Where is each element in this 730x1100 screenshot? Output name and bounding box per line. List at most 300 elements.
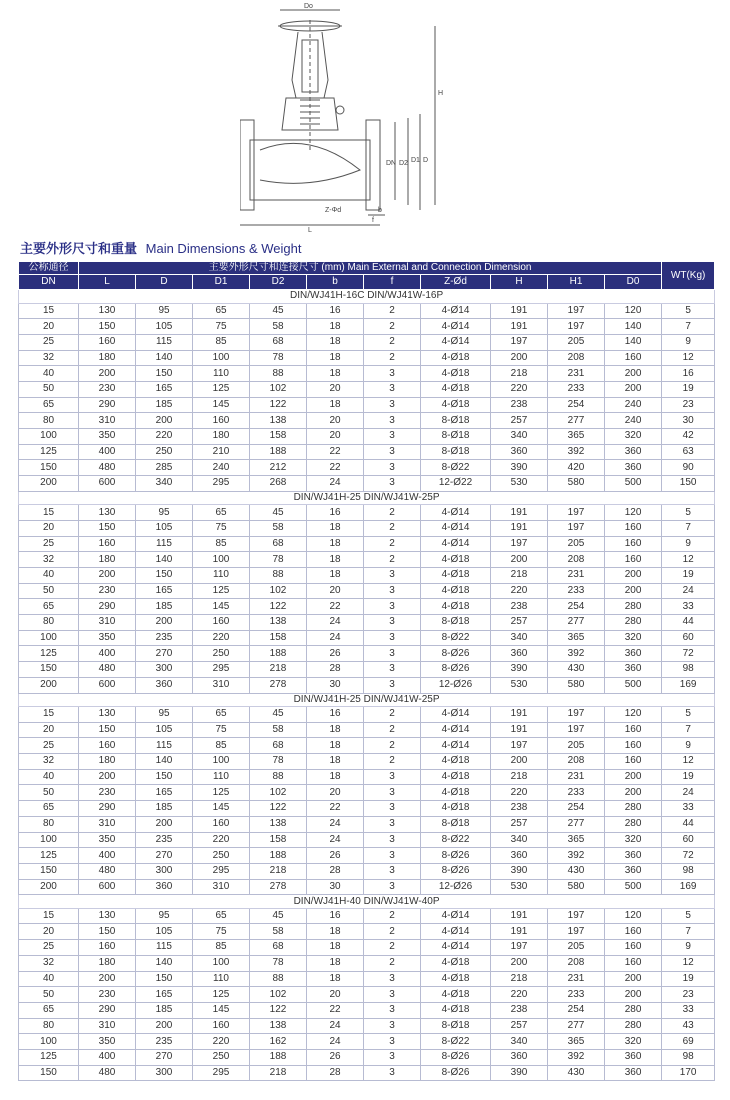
table-cell: 85 — [193, 536, 250, 552]
table-cell: 580 — [548, 879, 605, 895]
table-row — [19, 505, 715, 521]
table-cell: 120 — [605, 505, 662, 521]
table-cell: 20 — [19, 520, 79, 536]
table-cell: 95 — [136, 908, 193, 924]
table-row — [19, 1034, 715, 1050]
table-cell: 150 — [19, 662, 79, 678]
table-cell: 8-Ø26 — [421, 1065, 491, 1081]
table-cell: 16 — [307, 505, 364, 521]
table-cell: 20 — [307, 429, 364, 445]
table-cell: 145 — [193, 397, 250, 413]
table-row — [19, 754, 715, 770]
table-cell: 88 — [250, 769, 307, 785]
table-row — [19, 381, 715, 397]
table-cell: 231 — [548, 971, 605, 987]
table-cell: 3 — [364, 785, 421, 801]
table-cell: 110 — [193, 971, 250, 987]
table-cell: 220 — [136, 429, 193, 445]
table-cell: 160 — [193, 1018, 250, 1034]
table-cell: 360 — [605, 662, 662, 678]
table-cell: 95 — [136, 303, 193, 319]
table-cell: 600 — [79, 476, 136, 492]
table-cell: 310 — [79, 413, 136, 429]
table-cell: 200 — [491, 754, 548, 770]
table-cell: 191 — [491, 908, 548, 924]
table-cell: 60 — [662, 630, 715, 646]
table-cell: 7 — [662, 924, 715, 940]
table-cell: 8-Ø26 — [421, 646, 491, 662]
table-cell: 360 — [605, 444, 662, 460]
table-cell: 5 — [662, 303, 715, 319]
table-cell: 125 — [193, 583, 250, 599]
table-cell: 3 — [364, 1002, 421, 1018]
table-cell: 197 — [491, 536, 548, 552]
table-cell: 98 — [662, 1049, 715, 1065]
column-header: D0 — [605, 275, 662, 290]
table-cell: 3 — [364, 769, 421, 785]
table-cell: 200 — [136, 816, 193, 832]
table-cell: 310 — [193, 879, 250, 895]
table-cell: 500 — [605, 879, 662, 895]
table-cell: 8-Ø18 — [421, 1018, 491, 1034]
table-cell: 68 — [250, 536, 307, 552]
table-cell: 188 — [250, 646, 307, 662]
table-cell: 8-Ø18 — [421, 816, 491, 832]
table-cell: 160 — [193, 615, 250, 631]
table-row — [19, 987, 715, 1003]
table-cell: 390 — [491, 460, 548, 476]
table-cell: 2 — [364, 940, 421, 956]
table-row — [19, 863, 715, 879]
table-cell: 30 — [307, 879, 364, 895]
table-cell: 100 — [193, 552, 250, 568]
table-cell: 205 — [548, 940, 605, 956]
table-cell: 480 — [79, 460, 136, 476]
table-cell: 85 — [193, 940, 250, 956]
table-cell: 300 — [136, 662, 193, 678]
dim-label-do: Do — [304, 3, 313, 10]
table-row — [19, 646, 715, 662]
table-cell: 4-Ø18 — [421, 397, 491, 413]
table-cell: 3 — [364, 1034, 421, 1050]
table-cell: 65 — [19, 599, 79, 615]
table-cell: 150 — [136, 769, 193, 785]
table-row — [19, 444, 715, 460]
table-cell: 98 — [662, 863, 715, 879]
table-cell: 170 — [662, 1065, 715, 1081]
table-cell: 280 — [605, 1018, 662, 1034]
table-cell: 160 — [193, 413, 250, 429]
table-cell: 18 — [307, 971, 364, 987]
table-cell: 3 — [364, 366, 421, 382]
table-cell: 3 — [364, 662, 421, 678]
table-cell: 122 — [250, 1002, 307, 1018]
table-row — [19, 662, 715, 678]
table-cell: 18 — [307, 552, 364, 568]
table-cell: 20 — [307, 413, 364, 429]
table-cell: 85 — [193, 334, 250, 350]
table-cell: 4-Ø14 — [421, 908, 491, 924]
table-cell: 290 — [79, 801, 136, 817]
table-cell: 278 — [250, 677, 307, 693]
table-cell: 125 — [193, 381, 250, 397]
dim-label-b: b — [378, 207, 382, 214]
table-cell: 115 — [136, 738, 193, 754]
table-cell: 278 — [250, 879, 307, 895]
table-cell: 200 — [19, 476, 79, 492]
table-cell: 257 — [491, 1018, 548, 1034]
table-cell: 340 — [491, 429, 548, 445]
table-cell: 350 — [79, 832, 136, 848]
table-cell: 18 — [307, 769, 364, 785]
table-cell: 3 — [364, 879, 421, 895]
table-row — [19, 319, 715, 335]
table-cell: 18 — [307, 754, 364, 770]
table-cell: 3 — [364, 863, 421, 879]
table-cell: 18 — [307, 366, 364, 382]
table-cell: 8-Ø26 — [421, 848, 491, 864]
table-cell: 102 — [250, 987, 307, 1003]
table-cell: 235 — [136, 832, 193, 848]
table-cell: 580 — [548, 476, 605, 492]
table-cell: 58 — [250, 319, 307, 335]
table-cell: 8-Ø18 — [421, 413, 491, 429]
table-cell: 3 — [364, 816, 421, 832]
table-cell: 30 — [307, 677, 364, 693]
table-cell: 254 — [548, 397, 605, 413]
table-cell: 80 — [19, 1018, 79, 1034]
table-cell: 63 — [662, 444, 715, 460]
table-cell: 32 — [19, 552, 79, 568]
table-cell: 24 — [307, 816, 364, 832]
table-cell: 230 — [79, 785, 136, 801]
table-cell: 140 — [605, 334, 662, 350]
table-cell: 160 — [605, 924, 662, 940]
table-cell: 280 — [605, 599, 662, 615]
table-cell: 270 — [136, 646, 193, 662]
table-cell: 75 — [193, 319, 250, 335]
table-cell: 24 — [662, 785, 715, 801]
table-cell: 197 — [548, 707, 605, 723]
table-cell: 430 — [548, 1065, 605, 1081]
table-cell: 19 — [662, 568, 715, 584]
table-cell: 300 — [136, 1065, 193, 1081]
table-cell: 125 — [19, 646, 79, 662]
table-cell: 160 — [605, 754, 662, 770]
table-body — [19, 290, 715, 1081]
table-cell: 430 — [548, 662, 605, 678]
table-cell: 2 — [364, 707, 421, 723]
table-cell: 40 — [19, 568, 79, 584]
table-cell: 100 — [193, 754, 250, 770]
table-cell: 360 — [605, 1049, 662, 1065]
table-cell: 290 — [79, 1002, 136, 1018]
table-cell: 390 — [491, 863, 548, 879]
dim-label-d1: D1 — [411, 157, 420, 164]
table-cell: 28 — [307, 662, 364, 678]
table-cell: 4-Ø18 — [421, 801, 491, 817]
table-cell: 340 — [491, 832, 548, 848]
table-row — [19, 350, 715, 366]
table-cell: 230 — [79, 381, 136, 397]
table-cell: 110 — [193, 769, 250, 785]
table-cell: 257 — [491, 615, 548, 631]
table-cell: 191 — [491, 319, 548, 335]
table-row — [19, 738, 715, 754]
table-cell: 3 — [364, 848, 421, 864]
table-cell: 3 — [364, 801, 421, 817]
table-cell: 3 — [364, 630, 421, 646]
table-cell: 320 — [605, 832, 662, 848]
table-cell: 20 — [19, 924, 79, 940]
table-row — [19, 476, 715, 492]
table-cell: 200 — [491, 552, 548, 568]
table-cell: 257 — [491, 816, 548, 832]
section-title: DIN/WJ41H-25 DIN/WJ41W-25P — [19, 693, 715, 707]
dim-label-zd: Z-Φd — [325, 207, 342, 214]
table-cell: 58 — [250, 520, 307, 536]
table-cell: 42 — [662, 429, 715, 445]
table-cell: 145 — [193, 1002, 250, 1018]
table-cell: 295 — [193, 1065, 250, 1081]
table-cell: 2 — [364, 303, 421, 319]
table-cell: 150 — [19, 863, 79, 879]
table-cell: 480 — [79, 863, 136, 879]
table-cell: 2 — [364, 536, 421, 552]
table-cell: 69 — [662, 1034, 715, 1050]
table-cell: 3 — [364, 677, 421, 693]
table-cell: 600 — [79, 879, 136, 895]
table-row — [19, 397, 715, 413]
table-cell: 88 — [250, 568, 307, 584]
table-cell: 100 — [19, 429, 79, 445]
table-cell: 3 — [364, 444, 421, 460]
table-cell: 33 — [662, 599, 715, 615]
table-cell: 392 — [548, 646, 605, 662]
table-row — [19, 552, 715, 568]
header-dn: DN — [19, 275, 79, 290]
table-cell: 22 — [307, 444, 364, 460]
table-cell: 24 — [307, 630, 364, 646]
table-row — [19, 583, 715, 599]
table-row — [19, 334, 715, 350]
table-cell: 360 — [491, 848, 548, 864]
table-cell: 18 — [307, 319, 364, 335]
table-cell: 185 — [136, 801, 193, 817]
section-row — [19, 693, 715, 707]
table-cell: 185 — [136, 397, 193, 413]
table-cell: 8-Ø26 — [421, 863, 491, 879]
table-cell: 200 — [79, 568, 136, 584]
table-cell: 218 — [491, 769, 548, 785]
table-cell: 285 — [136, 460, 193, 476]
table-cell: 360 — [605, 1065, 662, 1081]
table-cell: 360 — [605, 460, 662, 476]
table-cell: 18 — [307, 334, 364, 350]
table-cell: 28 — [307, 863, 364, 879]
table-cell: 78 — [250, 350, 307, 366]
table-cell: 8-Ø26 — [421, 662, 491, 678]
table-cell: 18 — [307, 924, 364, 940]
table-cell: 254 — [548, 599, 605, 615]
table-row — [19, 1002, 715, 1018]
table-cell: 4-Ø14 — [421, 536, 491, 552]
table-cell: 320 — [605, 429, 662, 445]
table-row — [19, 615, 715, 631]
table-cell: 218 — [491, 366, 548, 382]
column-header: H — [491, 275, 548, 290]
table-cell: 238 — [491, 599, 548, 615]
table-cell: 145 — [193, 801, 250, 817]
table-cell: 254 — [548, 801, 605, 817]
table-cell: 105 — [136, 924, 193, 940]
table-cell: 138 — [250, 1018, 307, 1034]
table-cell: 160 — [605, 738, 662, 754]
table-cell: 19 — [662, 971, 715, 987]
table-cell: 220 — [491, 785, 548, 801]
table-cell: 188 — [250, 444, 307, 460]
table-cell: 98 — [662, 662, 715, 678]
table-cell: 4-Ø18 — [421, 754, 491, 770]
table-cell: 530 — [491, 476, 548, 492]
table-cell: 280 — [605, 816, 662, 832]
table-cell: 15 — [19, 303, 79, 319]
table-cell: 140 — [136, 754, 193, 770]
table-cell: 18 — [307, 568, 364, 584]
table-cell: 220 — [193, 630, 250, 646]
table-cell: 4-Ø14 — [421, 505, 491, 521]
table-cell: 28 — [307, 1065, 364, 1081]
table-cell: 100 — [19, 630, 79, 646]
table-cell: 208 — [548, 955, 605, 971]
table-cell: 191 — [491, 924, 548, 940]
table-cell: 50 — [19, 785, 79, 801]
column-header: Z-Ød — [421, 275, 491, 290]
table-cell: 360 — [605, 646, 662, 662]
table-cell: 212 — [250, 460, 307, 476]
table-cell: 169 — [662, 677, 715, 693]
table-cell: 4-Ø18 — [421, 955, 491, 971]
table-cell: 33 — [662, 801, 715, 817]
table-cell: 200 — [605, 769, 662, 785]
table-row — [19, 460, 715, 476]
table-cell: 65 — [193, 303, 250, 319]
table-cell: 72 — [662, 848, 715, 864]
table-cell: 197 — [548, 303, 605, 319]
table-cell: 218 — [491, 971, 548, 987]
table-cell: 220 — [491, 583, 548, 599]
table-cell: 18 — [307, 536, 364, 552]
table-cell: 102 — [250, 583, 307, 599]
table-cell: 160 — [605, 722, 662, 738]
table-cell: 12-Ø26 — [421, 879, 491, 895]
table-cell: 78 — [250, 754, 307, 770]
header-nominal-cn: 公称通径 — [19, 262, 79, 275]
table-cell: 197 — [548, 520, 605, 536]
table-cell: 4-Ø18 — [421, 366, 491, 382]
table-cell: 3 — [364, 381, 421, 397]
table-cell: 277 — [548, 615, 605, 631]
table-cell: 360 — [136, 677, 193, 693]
dim-label-h: H — [438, 90, 444, 97]
table-cell: 200 — [605, 381, 662, 397]
table-cell: 4-Ø14 — [421, 319, 491, 335]
table-cell: 50 — [19, 987, 79, 1003]
table-cell: 233 — [548, 381, 605, 397]
table-cell: 197 — [548, 908, 605, 924]
table-cell: 25 — [19, 334, 79, 350]
table-cell: 150 — [136, 971, 193, 987]
table-cell: 65 — [19, 1002, 79, 1018]
table-row — [19, 801, 715, 817]
table-cell: 140 — [605, 319, 662, 335]
table-cell: 25 — [19, 738, 79, 754]
table-cell: 188 — [250, 1049, 307, 1065]
table-cell: 102 — [250, 785, 307, 801]
table-cell: 280 — [605, 1002, 662, 1018]
table-cell: 4-Ø18 — [421, 583, 491, 599]
table-cell: 2 — [364, 955, 421, 971]
table-cell: 75 — [193, 924, 250, 940]
table-cell: 220 — [491, 987, 548, 1003]
table-cell: 24 — [307, 832, 364, 848]
table-cell: 25 — [19, 940, 79, 956]
table-cell: 150 — [79, 319, 136, 335]
table-cell: 100 — [19, 1034, 79, 1050]
table-cell: 110 — [193, 568, 250, 584]
table-cell: 4-Ø18 — [421, 987, 491, 1003]
table-cell: 80 — [19, 615, 79, 631]
table-cell: 105 — [136, 520, 193, 536]
table-cell: 150 — [79, 520, 136, 536]
table-cell: 24 — [307, 615, 364, 631]
table-cell: 4-Ø18 — [421, 552, 491, 568]
table-cell: 115 — [136, 334, 193, 350]
table-cell: 65 — [193, 908, 250, 924]
table-cell: 75 — [193, 520, 250, 536]
dim-label-f: f — [372, 217, 374, 224]
dim-label-d: D — [423, 157, 429, 164]
table-cell: 205 — [548, 536, 605, 552]
table-row — [19, 707, 715, 723]
table-cell: 197 — [548, 722, 605, 738]
table-cell: 185 — [136, 599, 193, 615]
table-cell: 16 — [307, 707, 364, 723]
table-cell: 44 — [662, 615, 715, 631]
table-cell: 3 — [364, 646, 421, 662]
table-cell: 125 — [19, 444, 79, 460]
table-cell: 65 — [193, 505, 250, 521]
table-cell: 390 — [491, 662, 548, 678]
header-group-label: 主要外形尺寸和连接尺寸 (mm) Main External and Connection Dimension — [79, 262, 662, 275]
valve-drawing — [240, 0, 490, 234]
section-title: DIN/WJ41H-40 DIN/WJ41W-40P — [19, 895, 715, 909]
table-cell: 3 — [364, 1049, 421, 1065]
table-row — [19, 536, 715, 552]
table-cell: 165 — [136, 583, 193, 599]
table-cell: 205 — [548, 738, 605, 754]
table-cell: 68 — [250, 940, 307, 956]
dim-label-l: L — [308, 227, 312, 234]
table-cell: 12 — [662, 350, 715, 366]
table-cell: 191 — [491, 707, 548, 723]
table-cell: 231 — [548, 568, 605, 584]
table-cell: 88 — [250, 971, 307, 987]
column-header: b — [307, 275, 364, 290]
table-cell: 180 — [79, 955, 136, 971]
section-row — [19, 491, 715, 505]
table-cell: 160 — [605, 552, 662, 568]
